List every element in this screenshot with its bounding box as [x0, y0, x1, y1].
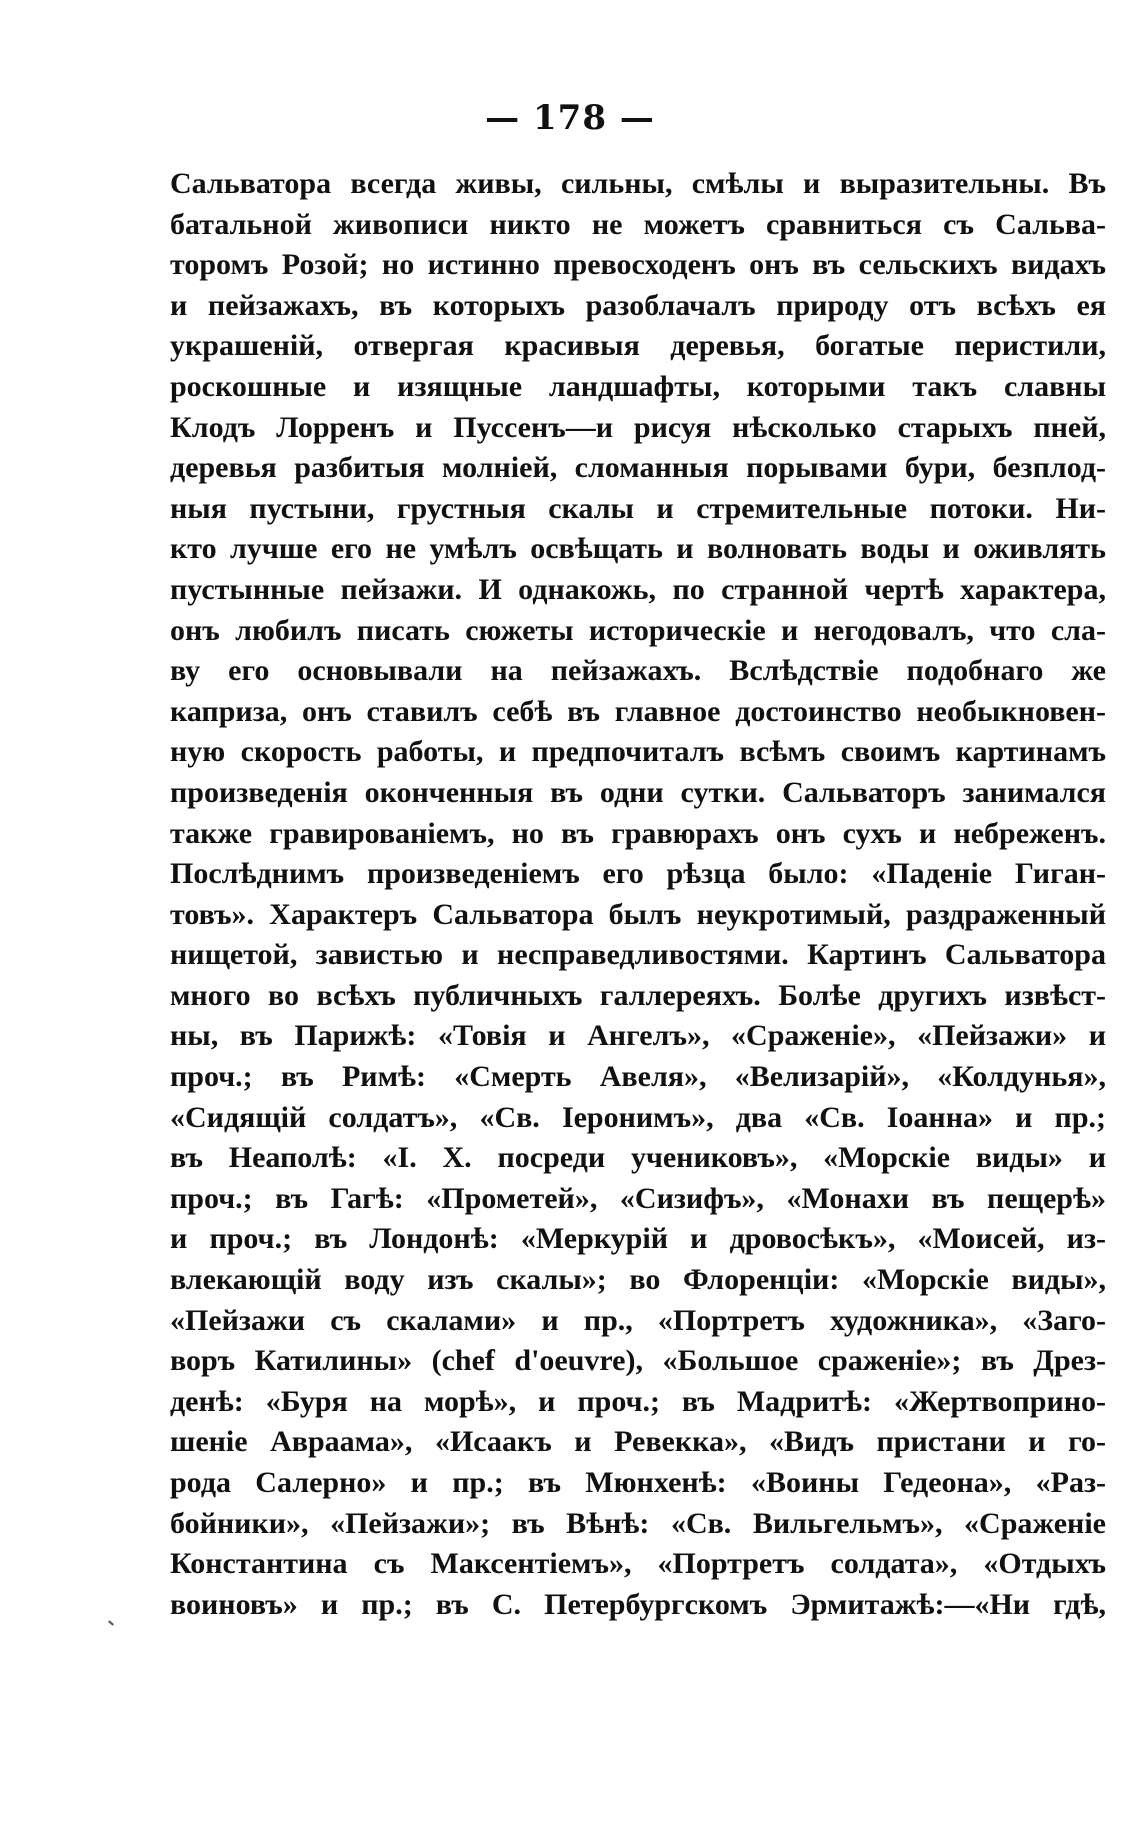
text-line: бойники», «Пейзажи»; въ Вѣнѣ: «Св. Вильгельмъ», «Сраженіе — [170, 1506, 1106, 1540]
text-line: Константина съ Максентіемъ», «Портретъ солдата», «Отдыхъ — [170, 1547, 1106, 1581]
text-line: роскошные и изящные ландшафты, которыми такъ славны — [170, 369, 1106, 403]
text-line: рода Салерно» и пр.; въ Мюнхенѣ: «Воины Гедеона», «Раз- — [170, 1466, 1106, 1499]
text-line: шеніе Авраама», «Исаакъ и Ревекка», «Видъ пристани и го- — [170, 1425, 1106, 1459]
text-line: батальной живописи никто не можетъ сравниться съ Сальва- — [170, 207, 1106, 241]
text-line: произведенія оконченныя въ одни сутки. Сальваторъ занимался — [170, 775, 1106, 809]
text-line: воиновъ» и пр.; въ С. Петербургскомъ Эрмитажѣ:—«Ни гдѣ, — [170, 1587, 1106, 1621]
text-line: воръ Катилины» (chef d'oeuvre), «Большое сраженіе»; въ Дрез- — [170, 1344, 1106, 1378]
text-line: въ Неаполѣ: «І. Х. посреди учениковъ», «Морскіе виды» и — [170, 1141, 1106, 1175]
text-line: «Сидящій солдатъ», «Св. Іеронимъ», два «Св. Іоанна» и пр.; — [170, 1100, 1106, 1134]
text-line: много во всѣхъ публичныхъ галлереяхъ. Болѣе другихъ извѣст- — [170, 978, 1106, 1012]
text-line: ны, въ Парижѣ: «Товія и Ангелъ», «Сраженіе», «Пейзажи» и — [170, 1019, 1106, 1053]
text-line: каприза, онъ ставилъ себѣ въ главное достоинство необыкновен- — [170, 694, 1106, 728]
text-line: пустынные пейзажи. И однакожь, по странной чертѣ характера, — [170, 572, 1106, 606]
text-line: Послѣднимъ произведеніемъ его рѣзца было: «Паденіе Гиган- — [170, 857, 1106, 891]
text-line: деревья разбитыя молніей, сломанныя порывами бури, безплод- — [170, 451, 1106, 485]
body-text — [170, 164, 1106, 1625]
text-line: «Пейзажи съ скалами» и пр., «Портретъ художника», «Заго- — [170, 1303, 1106, 1337]
text-line: нищетой, завистью и несправедливостями. Картинъ Сальватора — [170, 938, 1106, 972]
text-line: товъ». Характеръ Сальватора былъ неукротимый, раздраженный — [170, 897, 1106, 931]
text-line: и проч.; въ Лондонѣ: «Меркурій и дровосѣкъ», «Моисей, из- — [170, 1222, 1106, 1256]
text-line: Сальватора всегда живы, сильны, смѣлы и выразительны. Въ — [170, 167, 1106, 200]
page-number: — 178 — — [485, 98, 655, 138]
text-line: проч.; въ Римѣ: «Смерть Авеля», «Велизарій», «Колдунья», — [170, 1060, 1106, 1094]
text-line: ныя пустыни, грустныя скалы и стремительные потоки. Ни- — [170, 491, 1106, 525]
text-line: Клодъ Лорренъ и Пуссенъ—и рисуя нѣсколько старыхъ пней, — [170, 410, 1106, 444]
text-line: также гравированіемъ, но въ гравюрахъ онъ сухъ и небреженъ. — [170, 816, 1106, 850]
text-line: и пейзажахъ, въ которыхъ разоблачалъ природу отъ всѣхъ ея — [170, 288, 1106, 322]
stray-ink-mark — [108, 1620, 114, 1625]
text-line: проч.; въ Гагѣ: «Прометей», «Сизифъ», «Монахи въ пещерѣ» — [170, 1181, 1106, 1215]
text-line: торомъ Розой; но истинно превосходенъ онъ въ сельскихъ видахъ — [170, 248, 1106, 282]
text-line: ную скорость работы, и предпочиталъ всѣмъ своимъ картинамъ — [170, 735, 1106, 769]
text-line: денѣ: «Буря на морѣ», и проч.; въ Мадритѣ: «Жертвоприно- — [170, 1384, 1106, 1418]
text-line: ву его основывали на пейзажахъ. Вслѣдствіе подобнаго же — [170, 654, 1106, 688]
text-line: кто лучше его не умѣлъ освѣщать и волновать воды и оживлять — [170, 532, 1106, 566]
text-line: украшеній, отвергая красивыя деревья, богатые перистили, — [170, 329, 1106, 363]
text-line: влекающій воду изъ скалы»; во Флоренціи: «Морскіе виды», — [170, 1263, 1106, 1297]
text-line: онъ любилъ писать сюжеты историческіе и негодовалъ, что сла- — [170, 613, 1106, 647]
